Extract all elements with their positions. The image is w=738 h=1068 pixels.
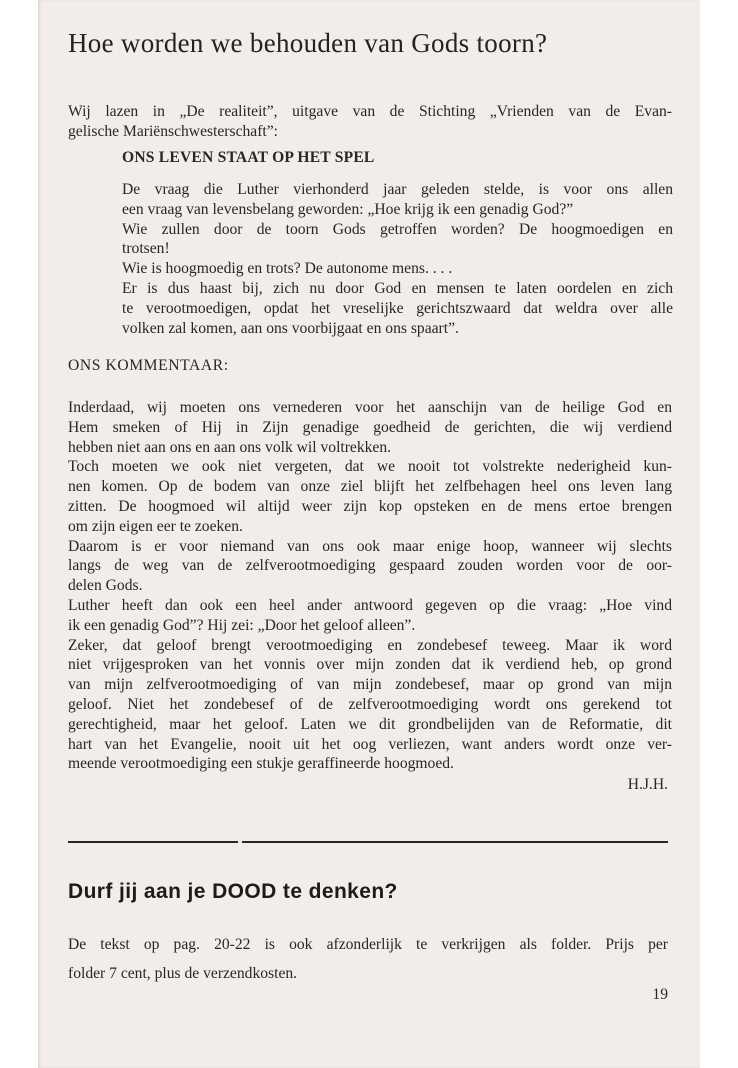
text-line: Zeker, dat geloof brengt verootmoediging en zondebesef teweeg. Maar ik word	[68, 636, 672, 654]
text-line: zitten. De hoogmoed wil altijd weer zijn kop opsteken en de mens ertoe brengen	[68, 497, 672, 515]
text-line: Hem smeken of Hij in Zijn genadige goedheid de gerichten, die wij verdiend	[68, 418, 672, 436]
text-line: langs de weg van de zelfverootmoediging gespaard zouden worden voor de oor-	[68, 557, 672, 575]
text-line: nen komen. Op de bodem van onze ziel blijft het zelfbehagen heel ons leven lang	[68, 478, 672, 496]
signature: H.J.H.	[627, 776, 668, 793]
divider-rule-right	[242, 841, 668, 843]
comment-label: ONS KOMMENTAAR:	[68, 357, 229, 374]
text-line: De vraag die Luther vierhonderd jaar geleden stelde, is voor ons allen	[122, 181, 673, 198]
text-line: Daarom is er voor niemand van ons ook maar enige hoop, wanneer wij slechts	[68, 537, 672, 555]
text-line: te verootmoedigen, opdat het vreselijke gerichtszwaard dat weldra over alle	[122, 299, 673, 317]
text-line: om zijn eigen eer te zoeken.	[68, 517, 243, 535]
text-line: delen Gods.	[68, 577, 143, 595]
folder-notice	[68, 930, 668, 988]
quote-heading: ONS LEVEN STAAT OP HET SPEL	[122, 149, 375, 166]
text-line: Wie is hoogmoedig en trots? De autonome mens. . . .	[122, 260, 453, 278]
text-line: gelische Mariënschwesterschaft”:	[68, 122, 278, 140]
page-number: 19	[652, 986, 668, 1003]
text-line: Luther heeft dan ook een heel ander antwoord gegeven op die vraag: „Hoe vind	[68, 596, 672, 614]
text-line: meende verootmoediging een stukje geraffineerde hoogmoed.	[68, 755, 454, 773]
text-line: Inderdaad, wij moeten ons vernederen voor het aanschijn van de heilige God en	[68, 399, 672, 416]
text-line: Wij lazen in „De realiteit”, uitgave van de Stichting „Vrienden van de Evan-	[68, 103, 672, 120]
text-line: trotsen!	[122, 240, 170, 258]
intro-paragraph	[68, 102, 672, 142]
text-line: niet vrijgesproken van het vonnis over mijn zonden dat ik verdiend heb, op grond	[68, 656, 672, 674]
text-line: ik een genadig God”? Hij zei: „Door het geloof alleen”.	[68, 616, 416, 634]
text-line: geloof. Niet het zondebesef of de zelfverootmoediging wordt ons gerekend tot	[68, 695, 672, 713]
quote-paragraph	[122, 180, 673, 338]
text-line: Toch moeten we ook niet vergeten, dat we nooit tot volstrekte nederigheid kun-	[68, 458, 672, 476]
text-line: Wie zullen door de toorn Gods getroffen worden? De hoogmoedigen en	[122, 220, 673, 238]
comment-body	[68, 398, 672, 774]
text-line: hebben niet aan ons en aan ons volk wil voltrekken.	[68, 438, 392, 456]
divider-rule-left	[68, 841, 238, 843]
text-line: De tekst op pag. 20-22 is ook afzonderlijk te verkrijgen als folder. Prijs per	[68, 936, 668, 953]
text-line: Er is dus haast bij, zich nu door God en mensen te laten oordelen en zich	[122, 279, 673, 297]
text-line: hart van het Evangelie, nooit uit het oog verliezen, want anders wordt onze ver-	[68, 735, 672, 753]
text-line: een vraag van levensbelang geworden: „Hoe krijg ik een genadig God?”	[122, 200, 574, 218]
section-title: Durf jij aan je DOOD te denken?	[68, 880, 398, 903]
text-line: van mijn zelfverootmoediging of van mijn zondebesef, maar op grond van mijn	[68, 676, 672, 694]
text-line: gerechtigheid, maar het geloof. Laten we dit grondbelijden van de Reformatie, dit	[68, 715, 672, 733]
article-title: Hoe worden we behouden van Gods toorn?	[68, 28, 548, 58]
text-line: folder 7 cent, plus de verzendkosten.	[68, 965, 298, 982]
text-line: volken zal komen, aan ons voorbijgaat en ons spaart”.	[122, 319, 459, 337]
